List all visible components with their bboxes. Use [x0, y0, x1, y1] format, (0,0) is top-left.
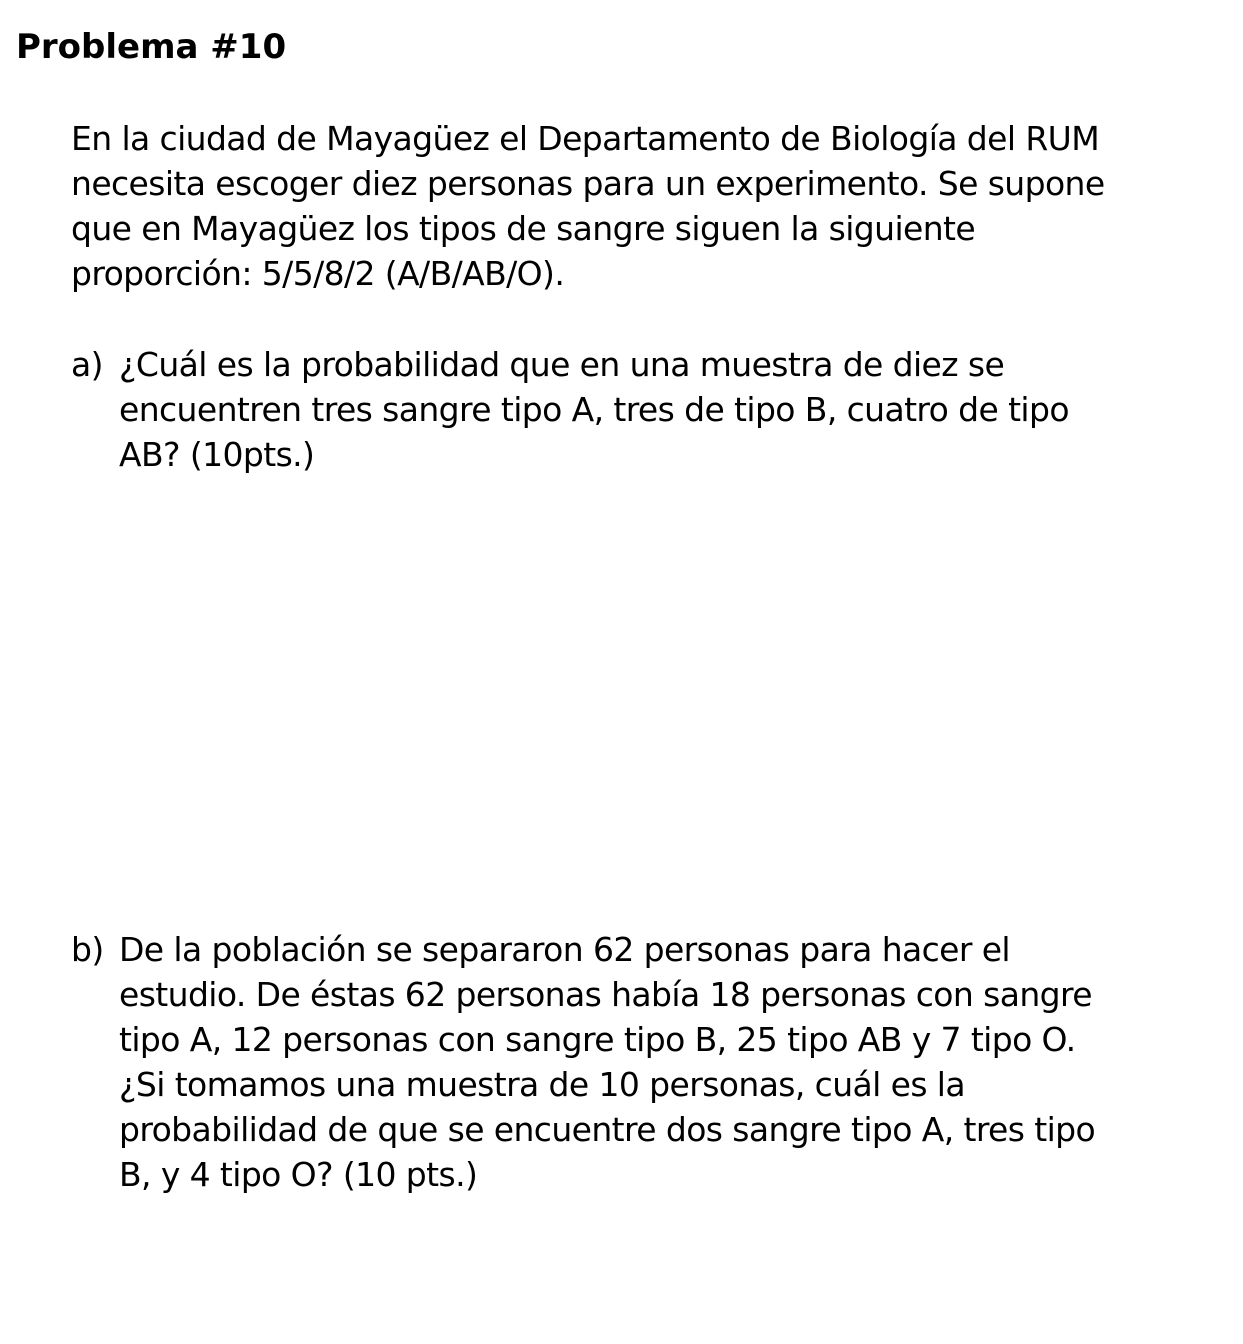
question-b-text [119, 927, 1191, 1197]
problem-title: Problema #10 [16, 27, 287, 67]
question-line: AB? (10pts.) [119, 435, 315, 474]
problem-statement [71, 116, 1171, 296]
question-b-label: b) [71, 930, 104, 969]
question-line: probabilidad de que se encuentre dos sangre tipo A, tres tipo [119, 1110, 1096, 1149]
statement-line: En la ciudad de Mayagüez el Departamento de Biología del RUM [71, 119, 1100, 158]
question-a-label: a) [71, 345, 103, 384]
question-b [71, 927, 1191, 1197]
statement-line: necesita escoger diez personas para un experimento. Se supone [71, 164, 1105, 203]
question-line: ¿Cuál es la probabilidad que en una muestra de diez se [119, 345, 1005, 384]
question-line: estudio. De éstas 62 personas había 18 personas con sangre [119, 975, 1092, 1014]
statement-line: que en Mayagüez los tipos de sangre siguen la siguiente [71, 209, 976, 248]
question-line: encuentren tres sangre tipo A, tres de tipo B, cuatro de tipo [119, 390, 1069, 429]
statement-line: proporción: 5/5/8/2 (A/B/AB/O). [71, 254, 565, 293]
question-line: De la población se separaron 62 personas para hacer el [119, 930, 1011, 969]
question-line: ¿Si tomamos una muestra de 10 personas, cuál es la [119, 1065, 965, 1104]
question-line: B, y 4 tipo O? (10 pts.) [119, 1155, 478, 1194]
question-line: tipo A, 12 personas con sangre tipo B, 25 tipo AB y 7 tipo O. [119, 1020, 1076, 1059]
question-a [71, 342, 1191, 477]
question-a-text [119, 342, 1191, 477]
